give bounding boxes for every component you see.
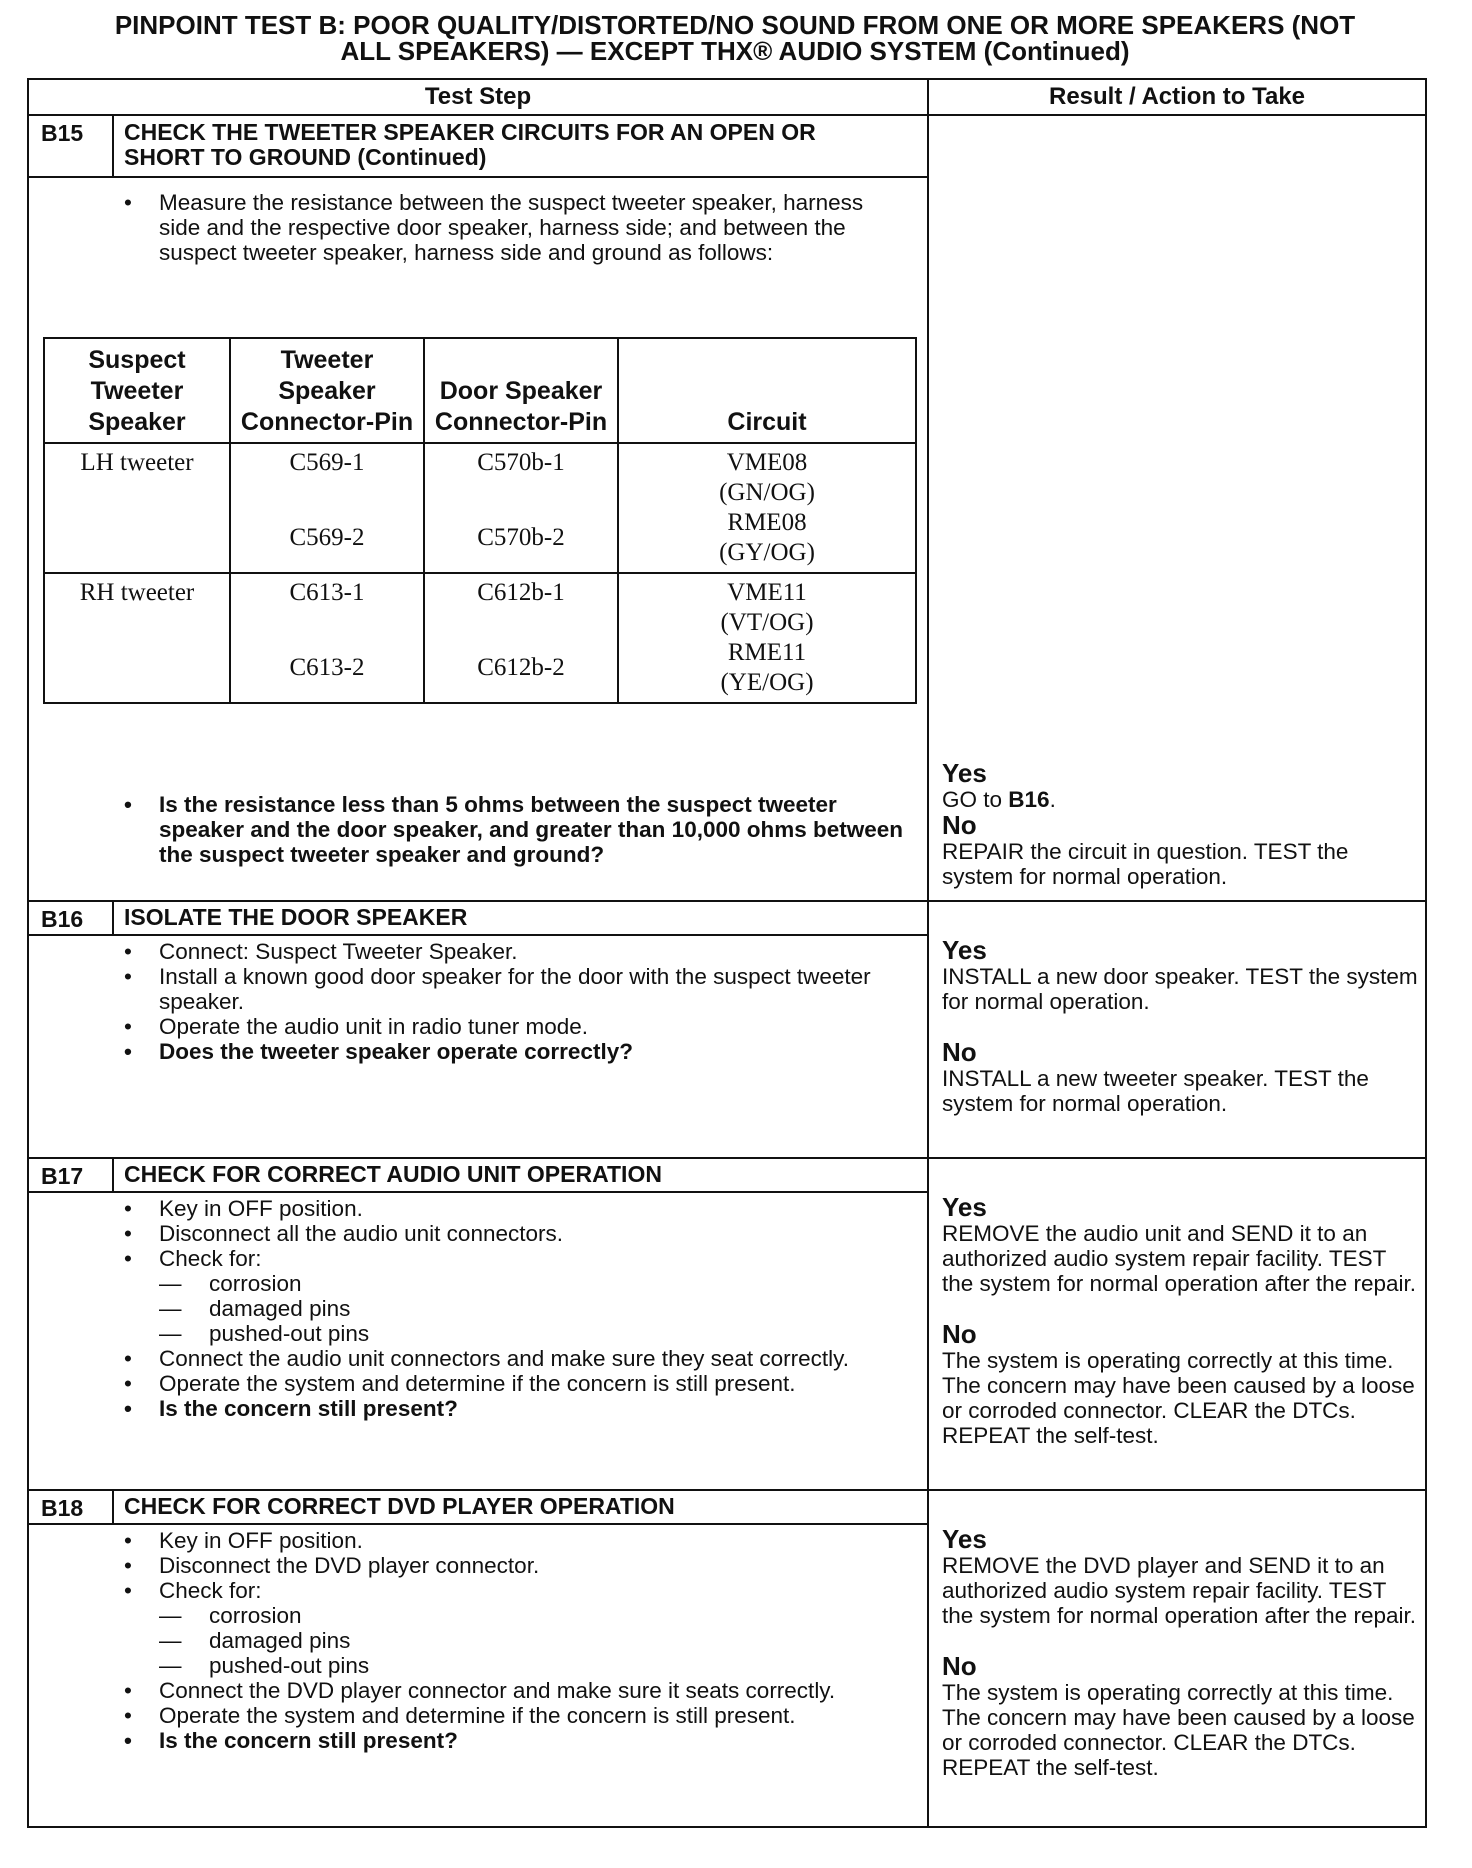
door-pin-cell: [424, 443, 618, 573]
b16-header: [29, 902, 927, 936]
b15-yes-prefix: GO to: [942, 787, 1009, 812]
b17-step: • Disconnect all the audio unit connectors.: [124, 1221, 914, 1246]
th-tweeter-pin: Tweeter Speaker Connector-Pin: [230, 338, 424, 443]
b16-steps: [124, 939, 914, 1064]
door-pin: C570b-1: [477, 449, 565, 476]
b17-id-divider: [112, 1157, 114, 1193]
b16-no-label: No: [942, 1037, 977, 1067]
circuit-cell: [618, 573, 916, 703]
b18-id: B18: [41, 1495, 84, 1521]
b15-id-divider: [112, 114, 114, 178]
b18-id-divider: [112, 1489, 114, 1525]
circuit-code: RME11: [727, 639, 807, 666]
tweeter-pin-cell: [230, 573, 424, 703]
circuit-code: VME11: [727, 579, 807, 606]
b16-yes-label: Yes: [942, 935, 987, 965]
b17-check-item: — damaged pins: [124, 1296, 914, 1321]
speaker-cell: RH tweeter: [44, 573, 230, 703]
b15-yes-suffix: .: [1049, 787, 1056, 812]
b17-no-action: The system is operating correctly at this time. The concern may have been caused by a loose or corroded connector. CLEAR the DTCs. REPEAT the self-test.: [942, 1348, 1415, 1448]
b15-question: • Is the resistance less than 5 ohms between the suspect tweeter speaker and the door speaker, and greater than 10,000 ohms between the suspect tweeter speaker and ground?: [124, 792, 904, 867]
b18-step: • Check for:: [124, 1578, 914, 1603]
b16-yes-action: INSTALL a new door speaker. TEST the system for normal operation.: [942, 964, 1418, 1014]
circuit-cell: [618, 443, 916, 573]
b16-header-rule: [29, 934, 927, 936]
b18-yes-label: Yes: [942, 1524, 987, 1554]
b15-id: B15: [41, 120, 84, 146]
b18-step: • Disconnect the DVD player connector.: [124, 1553, 914, 1578]
b17-step: • Check for:: [124, 1246, 914, 1271]
b15-title: [124, 116, 816, 170]
door-pin: C570b-2: [477, 524, 565, 551]
b18-steps: [124, 1528, 914, 1753]
b16-question: • Does the tweeter speaker operate correctly?: [124, 1039, 914, 1064]
b17-step: • Connect the audio unit connectors and make sure they seat correctly.: [124, 1346, 914, 1371]
circuit-color: (YE/OG): [720, 669, 814, 696]
door-pin: C612b-1: [477, 579, 565, 606]
page-title: [30, 12, 1440, 64]
b16-link[interactable]: B16: [1008, 787, 1050, 812]
title-line-1: PINPOINT TEST B: POOR QUALITY/DISTORTED/NO SOUND FROM ONE OR MORE SPEAKERS (NOT: [114, 10, 1356, 40]
b18-result: [942, 1526, 1422, 1780]
b17-result: [942, 1194, 1422, 1448]
b18-question: • Is the concern still present?: [124, 1728, 914, 1753]
circuit-color: (VT/OG): [720, 609, 814, 636]
tweeter-pin-cell: [230, 443, 424, 573]
b15-result: [942, 760, 1422, 889]
b16-no-action: INSTALL a new tweeter speaker. TEST the system for normal operation.: [942, 1066, 1369, 1116]
b15-title-line-2: SHORT TO GROUND (Continued): [124, 144, 487, 170]
circuit-code: RME08: [727, 509, 807, 536]
b16-id-divider: [112, 900, 114, 936]
b17-id: B17: [41, 1163, 84, 1189]
door-pin-cell: [424, 573, 618, 703]
result-header: Result / Action to Take: [1048, 83, 1306, 110]
b18-check-item: — damaged pins: [124, 1628, 914, 1653]
b15-question-list: [124, 792, 904, 867]
b18-step: • Connect the DVD player connector and make sure it seats correctly.: [124, 1678, 914, 1703]
th-suspect-speaker: Suspect Tweeter Speaker: [44, 338, 230, 443]
th-door-pin: Door Speaker Connector-Pin: [424, 338, 618, 443]
tweeter-pin: C613-1: [289, 579, 365, 606]
b18-step: • Operate the system and determine if the concern is still present.: [124, 1703, 914, 1728]
b18-yes-action: REMOVE the DVD player and SEND it to an authorized audio system repair facility. TEST the system for normal operation after the repair.: [942, 1553, 1416, 1628]
b16-step: • Operate the audio unit in radio tuner mode.: [124, 1014, 914, 1039]
b17-steps: [124, 1196, 914, 1421]
b16-result: [942, 937, 1422, 1116]
column-divider: [927, 80, 929, 1826]
table-row: [44, 573, 916, 703]
b17-title: CHECK FOR CORRECT AUDIO UNIT OPERATION: [124, 1161, 662, 1187]
b16-title: ISOLATE THE DOOR SPEAKER: [124, 904, 468, 930]
circuit-code: VME08: [726, 449, 808, 476]
b15-steps: [124, 190, 909, 265]
b17-yes-label: Yes: [942, 1192, 987, 1222]
title-line-2: ALL SPEAKERS) — EXCEPT THX® AUDIO SYSTEM (Continued): [340, 36, 1130, 66]
b15-yes-action: [942, 787, 1422, 812]
th-circuit: Circuit: [618, 338, 916, 443]
b17-check-item: — corrosion: [124, 1271, 914, 1296]
b17-header-rule: [29, 1191, 927, 1193]
test-step-header: Test Step: [424, 83, 532, 110]
b17-step: • Key in OFF position.: [124, 1196, 914, 1221]
b17-question: • Is the concern still present?: [124, 1396, 914, 1421]
b15-step-measure: • Measure the resistance between the suspect tweeter speaker, harness side and the respective door speaker, harness side; and between the suspect tweeter speaker, harness side and ground as follows:: [124, 190, 909, 265]
b15-yes-label: Yes: [942, 758, 987, 788]
b15-title-line-1: CHECK THE TWEETER SPEAKER CIRCUITS FOR AN OPEN OR: [124, 119, 816, 145]
tweeter-pin: C569-2: [289, 524, 365, 551]
b18-step: • Key in OFF position.: [124, 1528, 914, 1553]
tweeter-pin: C613-2: [289, 654, 365, 681]
speaker-circuit-table: [43, 337, 917, 704]
b15-header: [29, 116, 927, 178]
b18-header: [29, 1491, 927, 1525]
b18-title: CHECK FOR CORRECT DVD PLAYER OPERATION: [124, 1493, 675, 1519]
b16-step: • Install a known good door speaker for the door with the suspect tweeter speaker.: [124, 964, 914, 1014]
b17-yes-action: REMOVE the audio unit and SEND it to an authorized audio system repair facility. TEST the system for normal operation after the repair.: [942, 1221, 1416, 1296]
b18-header-rule: [29, 1523, 927, 1525]
circuit-color: (GY/OG): [719, 539, 815, 566]
b15-no-label: No: [942, 810, 977, 840]
b18-no-label: No: [942, 1651, 977, 1681]
b16-id: B16: [41, 906, 84, 932]
speaker-cell: LH tweeter: [44, 443, 230, 573]
b15-no-action: REPAIR the circuit in question. TEST the system for normal operation.: [942, 839, 1349, 889]
b18-no-action: The system is operating correctly at this time. The concern may have been caused by a loose or corroded connector. CLEAR the DTCs. REPEAT the self-test.: [942, 1680, 1415, 1780]
door-pin: C612b-2: [477, 654, 565, 681]
pinpoint-test-table: [27, 78, 1427, 1828]
b16-step: • Connect: Suspect Tweeter Speaker.: [124, 939, 914, 964]
tweeter-pin: C569-1: [289, 449, 365, 476]
b17-check-item: — pushed-out pins: [124, 1321, 914, 1346]
b18-check-item: — corrosion: [124, 1603, 914, 1628]
b17-no-label: No: [942, 1319, 977, 1349]
b17-header: [29, 1159, 927, 1193]
circuit-color: (GN/OG): [719, 479, 815, 506]
b15-header-rule: [29, 176, 927, 178]
table-row: [44, 443, 916, 573]
b17-step: • Operate the system and determine if the concern is still present.: [124, 1371, 914, 1396]
b18-check-item: — pushed-out pins: [124, 1653, 914, 1678]
